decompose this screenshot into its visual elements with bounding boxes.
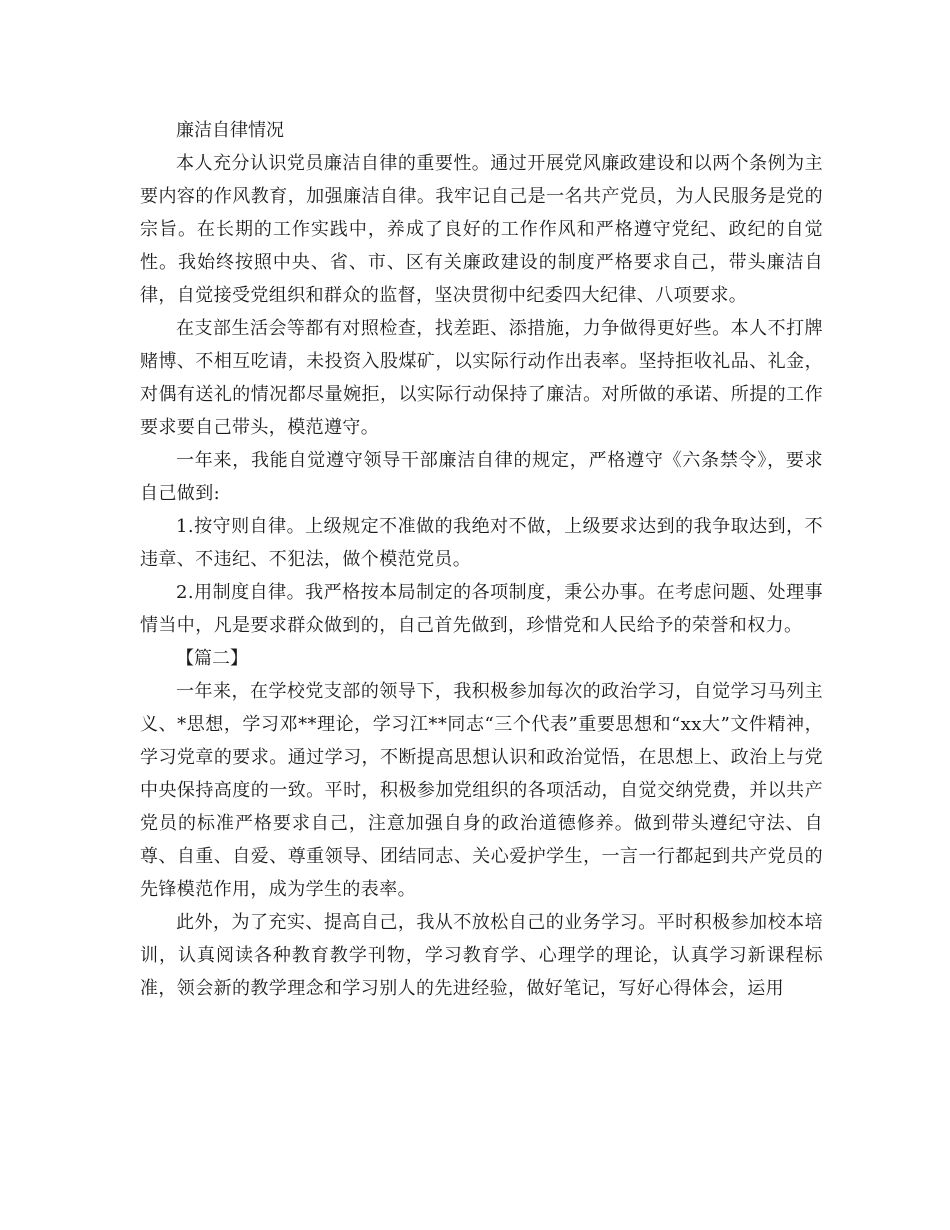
document-title: 廉洁自律情况 (176, 120, 284, 141)
paragraph-1: 本人充分认识党员廉洁自律的重要性。通过开展党风廉政建设和以两个条例为主要内容的作风教育，加强廉洁自律。我牢记自己是一名共产党员，为人民服务是党的宗旨。在长期的工作实践中，养成了良好的工作作风和严格遵守党纪、政纪的自觉性。我始终按照中央、省、市、区有关廉政建设的制度严格要求自己，带头廉洁自律，自觉接受党组织和群众的监督，坚决贯彻中纪委四大纪律、八项要求。 (140, 153, 823, 306)
document-page (140, 114, 823, 1005)
paragraph-3: 一年来，我能自觉遵守领导干部廉洁自律的规定，严格遵守《六条禁令》，要求自己做到: (140, 450, 823, 504)
paragraph-2: 在支部生活会等都有对照检查，找差距、添措施，力争做得更好些。本人不打牌赌博、不相互吃请，未投资入股煤矿，以实际行动作出表率。坚持拒收礼品、礼金，对偶有送礼的情况都尽量婉拒，以实际行动保持了廉洁。对所做的承诺、所提的工作要求要自己带头，模范遵守。 (140, 318, 823, 438)
paragraph-4: 1.按守则自律。上级规定不准做的我绝对不做，上级要求达到的我争取达到，不违章、不违纪、不犯法，做个模范党员。 (140, 516, 823, 570)
section-heading: 【篇二】 (176, 648, 248, 669)
paragraph-5: 2.用制度自律。我严格按本局制定的各项制度，秉公办事。在考虑问题、处理事情当中，凡是要求群众做到的，自己首先做到，珍惜党和人民给予的荣誉和权力。 (140, 582, 823, 636)
paragraph-6: 一年来，在学校党支部的领导下，我积极参加每次的政治学习，自觉学习马列主义、*思想，学习邓**理论，学习江**同志“三个代表”重要思想和“xx大”文件精神，学习党章的要求。通过学习，不断提高思想认识和政治觉悟，在思想上、政治上与党中央保持高度的一致。平时，积极参加党组织的各项活动，自觉交纳党费，并以共产党员的标准严格要求自己，注意加强自身的政治道德修养。做到带头遵纪守法、自尊、自重、自爱、尊重领导、团结同志、关心爱护学生，一言一行都起到共产党员的先锋模范作用，成为学生的表率。 (140, 681, 823, 900)
paragraph-7: 此外，为了充实、提高自己，我从不放松自己的业务学习。平时积极参加校本培训，认真阅读各种教育教学刊物，学习教育学、心理学的理论，认真学习新课程标准，领会新的教学理念和学习别人的先进经验，做好笔记，写好心得体会，运用 (140, 912, 823, 999)
